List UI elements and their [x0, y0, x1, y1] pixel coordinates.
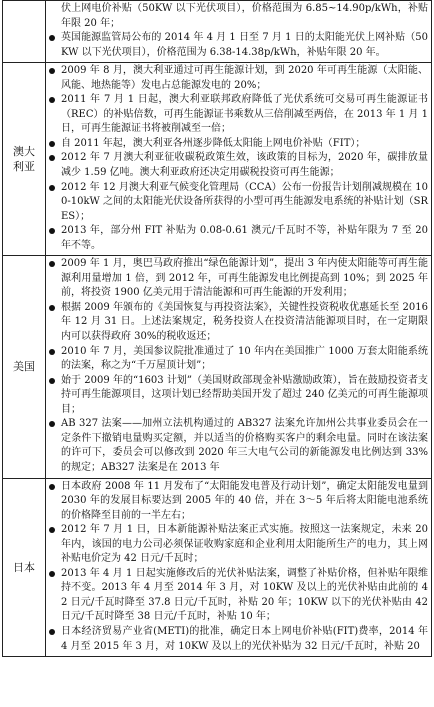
- policy-table: [2, 0, 432, 657]
- bullet-dot-icon: [49, 421, 55, 427]
- policy-item-text: 2012 年 12 月澳大利亚气候变化管理局（CCA）公布一份报告计划削减规模在 100-10kW 之间的太阳能光伏设备所获得的小型可再生能源发电系统的补贴计划（SRES）；: [61, 181, 428, 222]
- country-cell: [3, 256, 46, 478]
- policy-item: [49, 417, 428, 475]
- policy-item-text: 2009 年 1 月，奥巴马政府推出“绿色能源计划”，提出 3 年内使太阳能等可再生能源利用量增加 1 倍，到 2012 年，可再生能源发电比例提高到 10%；到 2025 年前，将投资 1900 亿美元用于清洁能源和可再生能源的开发利用；: [61, 258, 428, 299]
- bullet-dot-icon: [49, 228, 55, 234]
- country-label: 日本: [13, 560, 35, 574]
- country-label: 澳大利亚: [13, 145, 35, 174]
- policy-cell: [46, 1, 432, 63]
- table-row: [3, 1, 432, 63]
- policy-item: [49, 181, 428, 225]
- policy-cell: [46, 478, 432, 657]
- bullet-dot-icon: [49, 349, 55, 355]
- policy-item-text: 2011 年 7 月 1 日起，澳大利亚联邦政府降低了光伏系统可交易可再生能源证书（REC）的补贴倍数，可再生能源证书乘数从三倍削减至两倍，在 2013 年 1 月 1 日，可再生能源证书将被削减至一倍；: [61, 94, 428, 135]
- policy-item: [49, 345, 428, 374]
- policy-item: [49, 625, 428, 654]
- policy-item: [49, 93, 428, 137]
- policy-item: [49, 567, 428, 625]
- country-cell: [3, 1, 46, 63]
- bullet-dot-icon: [49, 185, 55, 191]
- bullet-dot-icon: [49, 141, 55, 147]
- policy-item: [49, 2, 428, 31]
- country-cell: [3, 478, 46, 657]
- bullet-dot-icon: [49, 97, 55, 103]
- policy-item-text: 根据 2009 年颁布的《美国恢复与再投资法案》，关键性投资税收优惠延长至 2016 年 12 月 31 日。上述法案规定，税务投资人在投资清洁能源项目时，在一定期限内可以获得政府 30%的税收返还；: [61, 301, 428, 343]
- policy-item-text: 2012 年 7 月 1 日，日本新能源补贴法案正式实施。按照这一法案规定，未来 20 年内，该国的电力公司必须保证收购家庭和企业利用太阳能所生产的电力，其上网补贴电价定为 42 日元/千瓦时；: [61, 524, 428, 565]
- policy-item: [49, 137, 428, 152]
- policy-item-text: AB 327 法案——加州立法机构通过的 AB327 法案允许加州公共事业委员会在一定条件下撤销电量购买定额，并以适当的价格购买客户的剩余电量。同时在该法案的许可下，委员会可以修改到 2020 年三大电气公司的新能源发电比例达到 33%的规定；AB327 法案是在 2013 年: [61, 418, 428, 473]
- bullet-dot-icon: [49, 68, 55, 74]
- bullet-dot-icon: [49, 155, 55, 161]
- table-row: [3, 256, 432, 478]
- bullet-dot-icon: [49, 484, 55, 490]
- policy-item: [49, 374, 428, 418]
- bullet-dot-icon: [49, 527, 55, 533]
- policy-item: [49, 523, 428, 567]
- table-row: [3, 63, 432, 256]
- bullet-dot-icon: [49, 571, 55, 577]
- policy-table-body: [3, 1, 432, 657]
- bullet-dot-icon: [49, 35, 55, 41]
- policy-item: [49, 64, 428, 93]
- bullet-dot-icon: [49, 378, 55, 384]
- policy-item-text: 2009 年 8 月，澳大利亚通过可再生能源计划，到 2020 年可再生能源（太阳能、风能、地热能等）发电占总能源发电的 20%；: [61, 65, 428, 91]
- policy-table-page: [2, 0, 432, 707]
- bullet-dot-icon: [49, 305, 55, 311]
- country-cell: [3, 63, 46, 256]
- policy-cell: [46, 63, 432, 256]
- policy-item-text: 英国能源监管局公布的 2014 年 4 月 1 日至 7 月 1 日的太阳能光伏上网补贴（50KW 以下光伏项目），价格范围为 6.38-14.38p/kWh，补贴年限 20 年。: [61, 32, 428, 58]
- policy-item-text: 日本政府 2008 年 11 月发布了“太阳能发电普及行动计划”，确定太阳能发电量到 2030 年的发展目标要达到 2005 年的 40 倍，并在 3～5 年后将太阳能电池系统的价格降至目前的一半左右；: [61, 480, 428, 521]
- policy-item: [49, 224, 428, 253]
- policy-item-text: 始于 2009 年的“1603 计划”（美国财政部现金补贴激励政策），旨在鼓励投资者支持可再生能源项目，这项计划已经帮助美国开发了超过 240 亿美元的可再生能源项目；: [61, 374, 428, 415]
- policy-item-text: 日本经济贸易产业省(METI)的批准，确定日本上网电价补贴(FIT)费率，2014 年 4 月至 2015 年 3 月，对 10KW 及以上的光伏补贴为 32 日元/千瓦时，补贴 20: [61, 625, 428, 652]
- bullet-dot-icon: [49, 629, 55, 635]
- bullet-dot-icon: [49, 261, 55, 267]
- policy-item: [49, 301, 428, 345]
- policy-item-text: 2010 年 7 月，美国参议院批准通过了 10 年内在美国推广 1000 万套太阳能系统的法案，称之为“千万屋顶计划”；: [61, 345, 428, 372]
- country-label: 美国: [13, 360, 35, 374]
- policy-item: [49, 257, 428, 301]
- table-row: [3, 478, 432, 657]
- policy-item: [49, 151, 428, 180]
- policy-item-text: 2012 年 7 月澳大利亚征收碳税政策生效，该政策的目标为，2020 年，碳排放量减少 1.59 亿吨。澳大利亚政府还决定用碳税投资可再生能源；: [61, 152, 428, 179]
- policy-item: [49, 480, 428, 524]
- policy-item-text: 2013 年 4 月 1 日起实施修改后的光伏补贴法案，调整了补贴价格，但补贴年限维持不变。2013 年 4 月至 2014 年 3 月，对 10KW 及以上的光伏补贴由此前的 42 日元/千瓦时降至 37.8 日元/千瓦时，补贴 20 年；10KW 以下的光伏补贴由 42 日元/千瓦时降至 38 日元/千瓦时，补贴 10 年；: [61, 567, 428, 623]
- policy-item: [49, 31, 428, 60]
- policy-item-text: 自 2011 年起，澳大利亚各州逐步降低太阳能上网电价补贴（FIT）；: [61, 137, 366, 149]
- policy-item-text: 伏上网电价补贴（50KW 以下光伏项目），价格范围为 6.85~14.90p/kWh，补贴年限 20 年；: [61, 3, 428, 29]
- policy-cell: [46, 256, 432, 478]
- policy-item-text: 2013 年，部分州 FIT 补贴为 0.08-0.61 澳元/千瓦时不等，补贴年限为 7 至 20 年不等。: [61, 225, 428, 251]
